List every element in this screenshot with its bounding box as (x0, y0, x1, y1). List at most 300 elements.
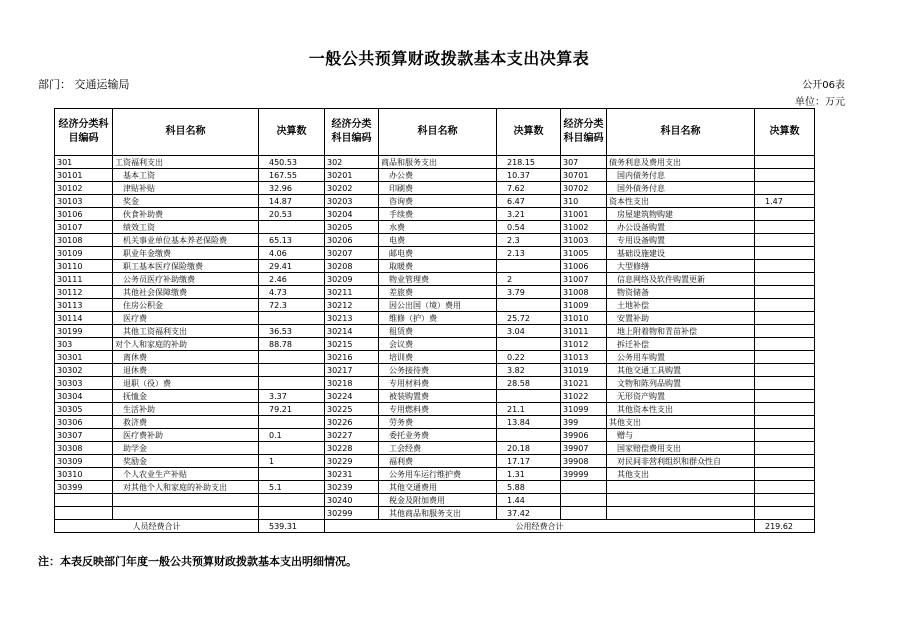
row-name (113, 507, 259, 520)
header-amount-1: 决算数 (259, 109, 325, 156)
row-code: 31022 (561, 390, 607, 403)
row-amount (755, 312, 815, 325)
header-name-2: 科目名称 (379, 109, 497, 156)
row-amount (755, 247, 815, 260)
row-code: 30231 (325, 468, 379, 481)
row-amount (259, 442, 325, 455)
row-code: 30226 (325, 416, 379, 429)
table-row (55, 403, 815, 416)
row-amount: 5.1 (259, 481, 325, 494)
row-amount: 13.84 (497, 416, 561, 429)
table-row (55, 247, 815, 260)
row-code: 30211 (325, 286, 379, 299)
table-row (55, 507, 815, 520)
row-name: 个人农业生产补贴 (113, 468, 259, 481)
row-name: 劳务费 (379, 416, 497, 429)
row-amount: 0.54 (497, 221, 561, 234)
row-code: 30301 (55, 351, 113, 364)
row-code: 31001 (561, 208, 607, 221)
row-code: 39908 (561, 455, 607, 468)
row-name: 绩效工资 (113, 221, 259, 234)
row-amount: 3.21 (497, 208, 561, 221)
department-label: 部门： 交通运输局 (38, 78, 130, 91)
row-amount: 7.62 (497, 182, 561, 195)
row-amount: 2.3 (497, 234, 561, 247)
table-header-row (55, 109, 815, 156)
row-name: 资本性支出 (607, 195, 755, 208)
row-amount: 10.37 (497, 169, 561, 182)
row-name: 差旅费 (379, 286, 497, 299)
row-code: 30228 (325, 442, 379, 455)
row-amount: 36.53 (259, 325, 325, 338)
row-code: 30218 (325, 377, 379, 390)
row-amount: 21.1 (497, 403, 561, 416)
row-name: 专用设备购置 (607, 234, 755, 247)
row-name: 救济费 (113, 416, 259, 429)
row-name: 国内债务付息 (607, 169, 755, 182)
row-name: 安置补助 (607, 312, 755, 325)
header-name-1: 科目名称 (113, 109, 259, 156)
row-name: 助学金 (113, 442, 259, 455)
row-code: 30110 (55, 260, 113, 273)
row-code: 31010 (561, 312, 607, 325)
row-amount: 32.96 (259, 182, 325, 195)
row-name: 离休费 (113, 351, 259, 364)
row-name: 专用材料费 (379, 377, 497, 390)
row-code: 30308 (55, 442, 113, 455)
row-amount (259, 351, 325, 364)
row-name: 退职（役）费 (113, 377, 259, 390)
row-code: 302 (325, 156, 379, 169)
row-amount (755, 429, 815, 442)
row-amount (259, 221, 325, 234)
table-row (55, 208, 815, 221)
row-code (561, 494, 607, 507)
row-amount (755, 169, 815, 182)
row-amount (497, 390, 561, 403)
row-name: 水费 (379, 221, 497, 234)
row-amount (755, 273, 815, 286)
row-name: 公务用车运行维护费 (379, 468, 497, 481)
row-code: 30206 (325, 234, 379, 247)
table-row (55, 416, 815, 429)
row-code: 30101 (55, 169, 113, 182)
personnel-total-label: 人员经费合计 (55, 520, 259, 533)
row-code: 31006 (561, 260, 607, 273)
table-row (55, 429, 815, 442)
row-code: 307 (561, 156, 607, 169)
row-amount (755, 442, 815, 455)
row-name: 印刷费 (379, 182, 497, 195)
row-name: 债务利息及费用支出 (607, 156, 755, 169)
row-code: 399 (561, 416, 607, 429)
row-code: 30107 (55, 221, 113, 234)
row-name: 电费 (379, 234, 497, 247)
row-amount (497, 429, 561, 442)
header-code-2: 经济分类科目编码 (325, 109, 379, 156)
row-code: 30212 (325, 299, 379, 312)
row-name: 抚恤金 (113, 390, 259, 403)
row-code: 30113 (55, 299, 113, 312)
row-amount: 2.46 (259, 273, 325, 286)
row-name: 机关事业单位基本养老保险费 (113, 234, 259, 247)
row-code: 31007 (561, 273, 607, 286)
row-amount: 1.44 (497, 494, 561, 507)
row-amount (497, 338, 561, 351)
row-name: 大型修缮 (607, 260, 755, 273)
row-name: 维修（护）费 (379, 312, 497, 325)
row-amount (755, 286, 815, 299)
row-code: 30216 (325, 351, 379, 364)
row-name (607, 481, 755, 494)
row-amount: 6.47 (497, 195, 561, 208)
row-amount (755, 494, 815, 507)
table-row (55, 312, 815, 325)
row-code: 31011 (561, 325, 607, 338)
row-code: 30302 (55, 364, 113, 377)
row-name: 其他社会保障缴费 (113, 286, 259, 299)
table-row (55, 273, 815, 286)
row-name: 对民间非营利组织和群众性自 (607, 455, 755, 468)
row-amount (755, 338, 815, 351)
row-name: 邮电费 (379, 247, 497, 260)
row-amount: 0.22 (497, 351, 561, 364)
row-code: 30213 (325, 312, 379, 325)
row-amount (755, 260, 815, 273)
table-row (55, 338, 815, 351)
row-amount: 65.13 (259, 234, 325, 247)
row-amount: 3.82 (497, 364, 561, 377)
row-code (55, 494, 113, 507)
row-name: 委托业务费 (379, 429, 497, 442)
table-row (55, 481, 815, 494)
row-amount: 0.1 (259, 429, 325, 442)
row-name: 文物和陈列品购置 (607, 377, 755, 390)
row-code: 30309 (55, 455, 113, 468)
table-row (55, 299, 815, 312)
row-amount: 1.47 (755, 195, 815, 208)
row-amount (755, 325, 815, 338)
row-code: 30203 (325, 195, 379, 208)
row-name: 国家赔偿费用支出 (607, 442, 755, 455)
row-code: 301 (55, 156, 113, 169)
row-name: 信息网络及软件购置更新 (607, 273, 755, 286)
row-name: 对其他个人和家庭的补助支出 (113, 481, 259, 494)
row-code: 30307 (55, 429, 113, 442)
table-row (55, 377, 815, 390)
table-row (55, 221, 815, 234)
row-amount (755, 351, 815, 364)
row-amount: 2.13 (497, 247, 561, 260)
row-name: 取暖费 (379, 260, 497, 273)
row-name: 商品和服务支出 (379, 156, 497, 169)
row-code (561, 507, 607, 520)
row-code: 30215 (325, 338, 379, 351)
row-name: 地上附着物和青苗补偿 (607, 325, 755, 338)
row-code: 31013 (561, 351, 607, 364)
row-name: 其他交通工具购置 (607, 364, 755, 377)
row-code: 30701 (561, 169, 607, 182)
row-amount (755, 416, 815, 429)
row-name: 因公出国（境）费用 (379, 299, 497, 312)
row-name: 其他交通费用 (379, 481, 497, 494)
row-code: 31005 (561, 247, 607, 260)
row-code: 30112 (55, 286, 113, 299)
row-amount: 450.53 (259, 156, 325, 169)
row-name: 其他工资福利支出 (113, 325, 259, 338)
row-name: 咨询费 (379, 195, 497, 208)
row-amount (755, 208, 815, 221)
row-code: 31008 (561, 286, 607, 299)
table-row (55, 156, 815, 169)
row-name (113, 494, 259, 507)
row-amount (755, 403, 815, 416)
row-amount (497, 299, 561, 312)
row-amount (259, 507, 325, 520)
row-code: 30224 (325, 390, 379, 403)
row-name: 退休费 (113, 364, 259, 377)
row-name (607, 507, 755, 520)
table-row (55, 390, 815, 403)
row-code: 30239 (325, 481, 379, 494)
row-name: 其他支出 (607, 416, 755, 429)
row-code: 30103 (55, 195, 113, 208)
row-amount: 79.21 (259, 403, 325, 416)
row-code: 30102 (55, 182, 113, 195)
row-name: 职工基本医疗保险缴费 (113, 260, 259, 273)
row-code: 31021 (561, 377, 607, 390)
personnel-total-value: 539.31 (259, 520, 325, 533)
row-name: 奖金 (113, 195, 259, 208)
row-amount: 29.41 (259, 260, 325, 273)
row-name: 住房公积金 (113, 299, 259, 312)
public-total-label: 公用经费合计 (325, 520, 755, 533)
row-amount: 14.87 (259, 195, 325, 208)
row-code (561, 481, 607, 494)
header-amount-3: 决算数 (755, 109, 815, 156)
row-code: 30304 (55, 390, 113, 403)
table-row (55, 442, 815, 455)
row-amount: 72.3 (259, 299, 325, 312)
row-code: 30217 (325, 364, 379, 377)
row-code: 39906 (561, 429, 607, 442)
row-code: 31019 (561, 364, 607, 377)
row-amount (755, 455, 815, 468)
row-code: 39999 (561, 468, 607, 481)
row-code: 30106 (55, 208, 113, 221)
row-name: 公务员医疗补助缴费 (113, 273, 259, 286)
table-row (55, 169, 815, 182)
row-name (607, 494, 755, 507)
header-amount-2: 决算数 (497, 109, 561, 156)
row-name: 基本工资 (113, 169, 259, 182)
row-code: 31009 (561, 299, 607, 312)
row-amount (259, 494, 325, 507)
row-code: 30209 (325, 273, 379, 286)
row-amount (755, 390, 815, 403)
row-amount (755, 234, 815, 247)
row-amount (259, 312, 325, 325)
row-code: 310 (561, 195, 607, 208)
form-number: 公开06表 (802, 80, 845, 91)
row-code: 30225 (325, 403, 379, 416)
row-name: 工资福利支出 (113, 156, 259, 169)
row-code: 30305 (55, 403, 113, 416)
row-code (55, 507, 113, 520)
table-row (55, 260, 815, 273)
table-body (55, 156, 815, 520)
row-code: 30111 (55, 273, 113, 286)
row-name: 公务接待费 (379, 364, 497, 377)
row-amount: 5.88 (497, 481, 561, 494)
row-name: 工会经费 (379, 442, 497, 455)
row-code: 30201 (325, 169, 379, 182)
public-total-value: 219.62 (755, 520, 815, 533)
row-code: 30108 (55, 234, 113, 247)
row-code: 30299 (325, 507, 379, 520)
row-name: 职业年金缴费 (113, 247, 259, 260)
row-code: 39907 (561, 442, 607, 455)
table-row (55, 234, 815, 247)
row-name: 津贴补贴 (113, 182, 259, 195)
row-name: 税金及附加费用 (379, 494, 497, 507)
row-amount: 167.55 (259, 169, 325, 182)
row-name: 物资储备 (607, 286, 755, 299)
table-row (55, 364, 815, 377)
row-code: 30229 (325, 455, 379, 468)
expenditure-table (54, 108, 815, 533)
row-name: 其他资本性支出 (607, 403, 755, 416)
table-row (55, 286, 815, 299)
row-code: 30109 (55, 247, 113, 260)
row-name: 赠与 (607, 429, 755, 442)
row-code: 30114 (55, 312, 113, 325)
table-row (55, 182, 815, 195)
totals-row (55, 520, 815, 533)
row-amount (259, 364, 325, 377)
row-amount (259, 377, 325, 390)
row-amount: 3.79 (497, 286, 561, 299)
row-amount (755, 299, 815, 312)
row-code: 31003 (561, 234, 607, 247)
row-name: 基础设施建设 (607, 247, 755, 260)
row-name: 福利费 (379, 455, 497, 468)
row-amount: 1 (259, 455, 325, 468)
row-name: 公务用车购置 (607, 351, 755, 364)
row-amount: 20.53 (259, 208, 325, 221)
row-code: 30303 (55, 377, 113, 390)
row-amount: 2 (497, 273, 561, 286)
row-code: 30306 (55, 416, 113, 429)
row-amount (755, 468, 815, 481)
row-name: 手续费 (379, 208, 497, 221)
table-row (55, 325, 815, 338)
table-row (55, 468, 815, 481)
row-code: 30310 (55, 468, 113, 481)
header-code-1: 经济分类科目编码 (55, 109, 113, 156)
row-amount: 37.42 (497, 507, 561, 520)
row-code: 30199 (55, 325, 113, 338)
row-amount (259, 416, 325, 429)
table-row (55, 351, 815, 364)
unit-label: 单位：万元 (795, 97, 845, 108)
row-amount (259, 468, 325, 481)
row-name: 国外债务付息 (607, 182, 755, 195)
row-name: 奖励金 (113, 455, 259, 468)
row-amount (755, 377, 815, 390)
row-name: 办公费 (379, 169, 497, 182)
row-name: 拆迁补偿 (607, 338, 755, 351)
row-name: 医疗费 (113, 312, 259, 325)
row-name: 培训费 (379, 351, 497, 364)
row-code: 303 (55, 338, 113, 351)
row-code: 30202 (325, 182, 379, 195)
row-code: 30208 (325, 260, 379, 273)
row-code: 30214 (325, 325, 379, 338)
row-name: 土地补偿 (607, 299, 755, 312)
row-name: 会议费 (379, 338, 497, 351)
row-name: 被装购置费 (379, 390, 497, 403)
row-amount: 218.15 (497, 156, 561, 169)
row-amount: 3.37 (259, 390, 325, 403)
table-row (55, 455, 815, 468)
page-title: 一般公共预算财政拨款基本支出决算表 (308, 49, 590, 68)
row-code: 31002 (561, 221, 607, 234)
row-name: 其他支出 (607, 468, 755, 481)
row-amount: 1.31 (497, 468, 561, 481)
row-code: 30204 (325, 208, 379, 221)
footnote: 注：本表反映部门年度一般公共预算财政拨款基本支出明细情况。 (38, 555, 357, 568)
row-code: 30205 (325, 221, 379, 234)
row-code: 30227 (325, 429, 379, 442)
row-amount (755, 221, 815, 234)
row-name: 对个人和家庭的补助 (113, 338, 259, 351)
row-code: 30702 (561, 182, 607, 195)
row-amount: 17.17 (497, 455, 561, 468)
row-name: 物业管理费 (379, 273, 497, 286)
row-amount: 25.72 (497, 312, 561, 325)
row-name: 专用燃料费 (379, 403, 497, 416)
row-name: 其他商品和服务支出 (379, 507, 497, 520)
row-amount: 3.04 (497, 325, 561, 338)
table-row (55, 195, 815, 208)
row-amount (497, 260, 561, 273)
row-amount: 88.78 (259, 338, 325, 351)
row-code: 31099 (561, 403, 607, 416)
row-amount (755, 481, 815, 494)
row-name: 生活补助 (113, 403, 259, 416)
row-code: 30207 (325, 247, 379, 260)
row-amount: 28.58 (497, 377, 561, 390)
row-amount (755, 182, 815, 195)
row-name: 房屋建筑物购建 (607, 208, 755, 221)
row-amount: 4.73 (259, 286, 325, 299)
row-name: 租赁费 (379, 325, 497, 338)
row-name: 办公设备购置 (607, 221, 755, 234)
row-amount (755, 156, 815, 169)
row-code: 31012 (561, 338, 607, 351)
table-row (55, 494, 815, 507)
header-code-3: 经济分类科目编码 (561, 109, 607, 156)
row-code: 30240 (325, 494, 379, 507)
row-amount (755, 507, 815, 520)
row-amount: 4.06 (259, 247, 325, 260)
row-amount: 20.18 (497, 442, 561, 455)
header-name-3: 科目名称 (607, 109, 755, 156)
row-name: 医疗费补助 (113, 429, 259, 442)
row-amount (755, 364, 815, 377)
row-name: 伙食补助费 (113, 208, 259, 221)
